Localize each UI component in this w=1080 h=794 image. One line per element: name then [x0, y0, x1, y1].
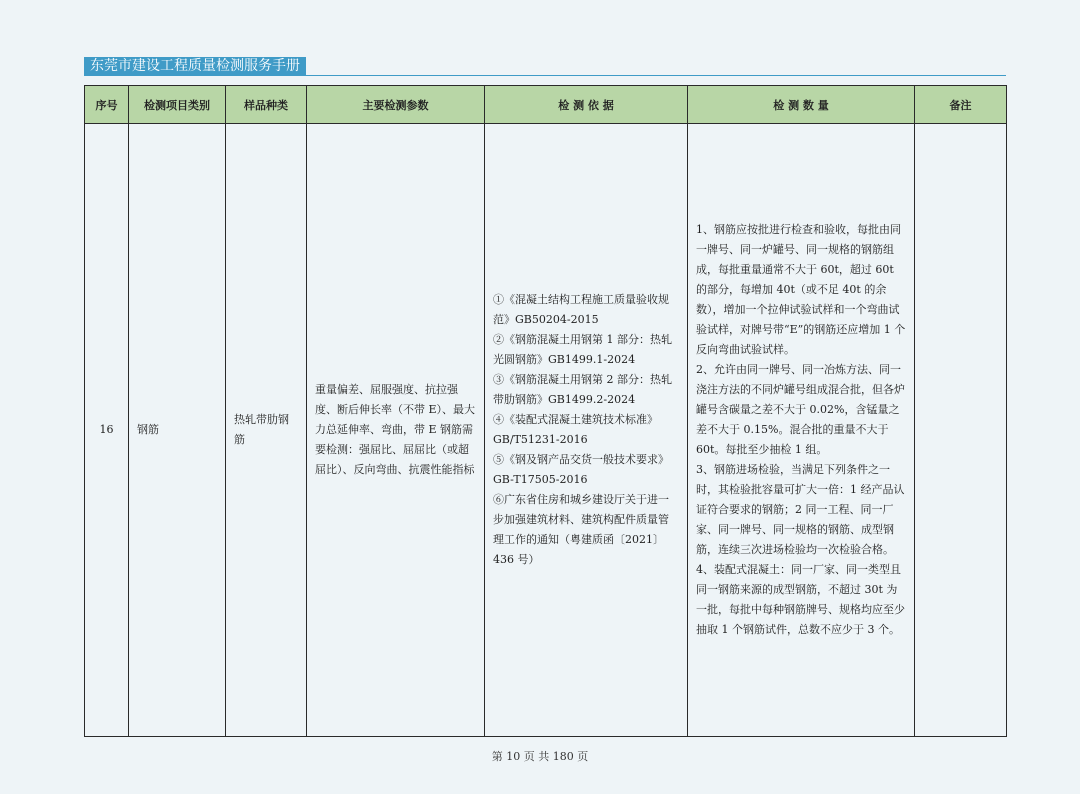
header-remark: 备注 [915, 86, 1007, 124]
header-params: 主要检测参数 [307, 86, 485, 124]
cell-params: 重量偏差、屈服强度、抗拉强度、断后伸长率（不带 E）、最大力总延伸率、弯曲，带 E 钢筋需要检测：强屈比、屈屈比（或超屈比）、反向弯曲、抗震性能指标 [307, 124, 485, 737]
quantity-item: 1、钢筋应按批进行检查和验收，每批由同一牌号、同一炉罐号、同一规格的钢筋组成，每批重量通常不大于 60t，超过 60t 的部分，每增加 40t（或不足 40t 的余数），增加一个拉伸试验试样和一个弯曲试验试样，对牌号带“E”的钢筋还应增加 1 个反向弯曲试验试样。 [696, 223, 906, 356]
table-row [85, 124, 1007, 737]
header-quantity: 检 测 数 量 [688, 86, 915, 124]
header-rule [84, 75, 1006, 76]
cell-category: 钢筋 [129, 124, 226, 737]
manual-title: 东莞市建设工程质量检测服务手册 [84, 57, 306, 76]
quantity-item: 2、允许由同一牌号、同一冶炼方法、同一浇注方法的不同炉罐号组成混合批，但各炉罐号含碳量之差不大于 0.02%，含锰量之差不大于 0.15%。混合批的重量不大于 60t。每批至少抽检 1 组。 [696, 363, 905, 456]
basis-item: ⑤《钢及钢产品交货一般技术要求》GB-T17505-2016 [493, 453, 669, 486]
header-sample: 样品种类 [226, 86, 307, 124]
table-header-row [85, 86, 1007, 124]
basis-item: ②《钢筋混凝土用钢第 1 部分：热轧光圆钢筋》GB1499.1-2024 [493, 333, 672, 366]
header-no: 序号 [85, 86, 129, 124]
basis-item: ⑥广东省住房和城乡建设厅关于进一步加强建筑材料、建筑构配件质量管理工作的通知（粤建质函〔2021〕436 号） [493, 493, 669, 566]
page-number: 第 10 页 共 180 页 [491, 750, 589, 763]
inspection-table [84, 85, 1007, 737]
cell-remark [915, 124, 1007, 737]
cell-sample: 热轧带肋钢筋 [226, 124, 307, 737]
header-category: 检测项目类别 [129, 86, 226, 124]
basis-item: ③《钢筋混凝土用钢第 2 部分：热轧带肋钢筋》GB1499.2-2024 [493, 373, 672, 406]
quantity-item: 4、装配式混凝土：同一厂家、同一类型且同一钢筋来源的成型钢筋，不超过 30t 为一批，每批中每种钢筋牌号、规格均应至少抽取 1 个钢筋试件，总数不应少于 3 个。 [696, 563, 905, 636]
cell-quantity [688, 124, 915, 737]
quantity-item: 3、钢筋进场检验，当满足下列条件之一时，其检验批容量可扩大一倍：1 经产品认证符合要求的钢筋；2 同一工程、同一厂家、同一牌号、同一规格的钢筋、成型钢筋，连续三次进场检验均一次检验合格。 [696, 463, 905, 556]
basis-item: ①《混凝土结构工程施工质量验收规范》GB50204-2015 [493, 293, 669, 326]
cell-no: 16 [85, 124, 129, 737]
cell-basis [485, 124, 688, 737]
basis-item: ④《装配式混凝土建筑技术标准》GB/T51231-2016 [493, 413, 658, 446]
header-basis: 检 测 依 据 [485, 86, 688, 124]
